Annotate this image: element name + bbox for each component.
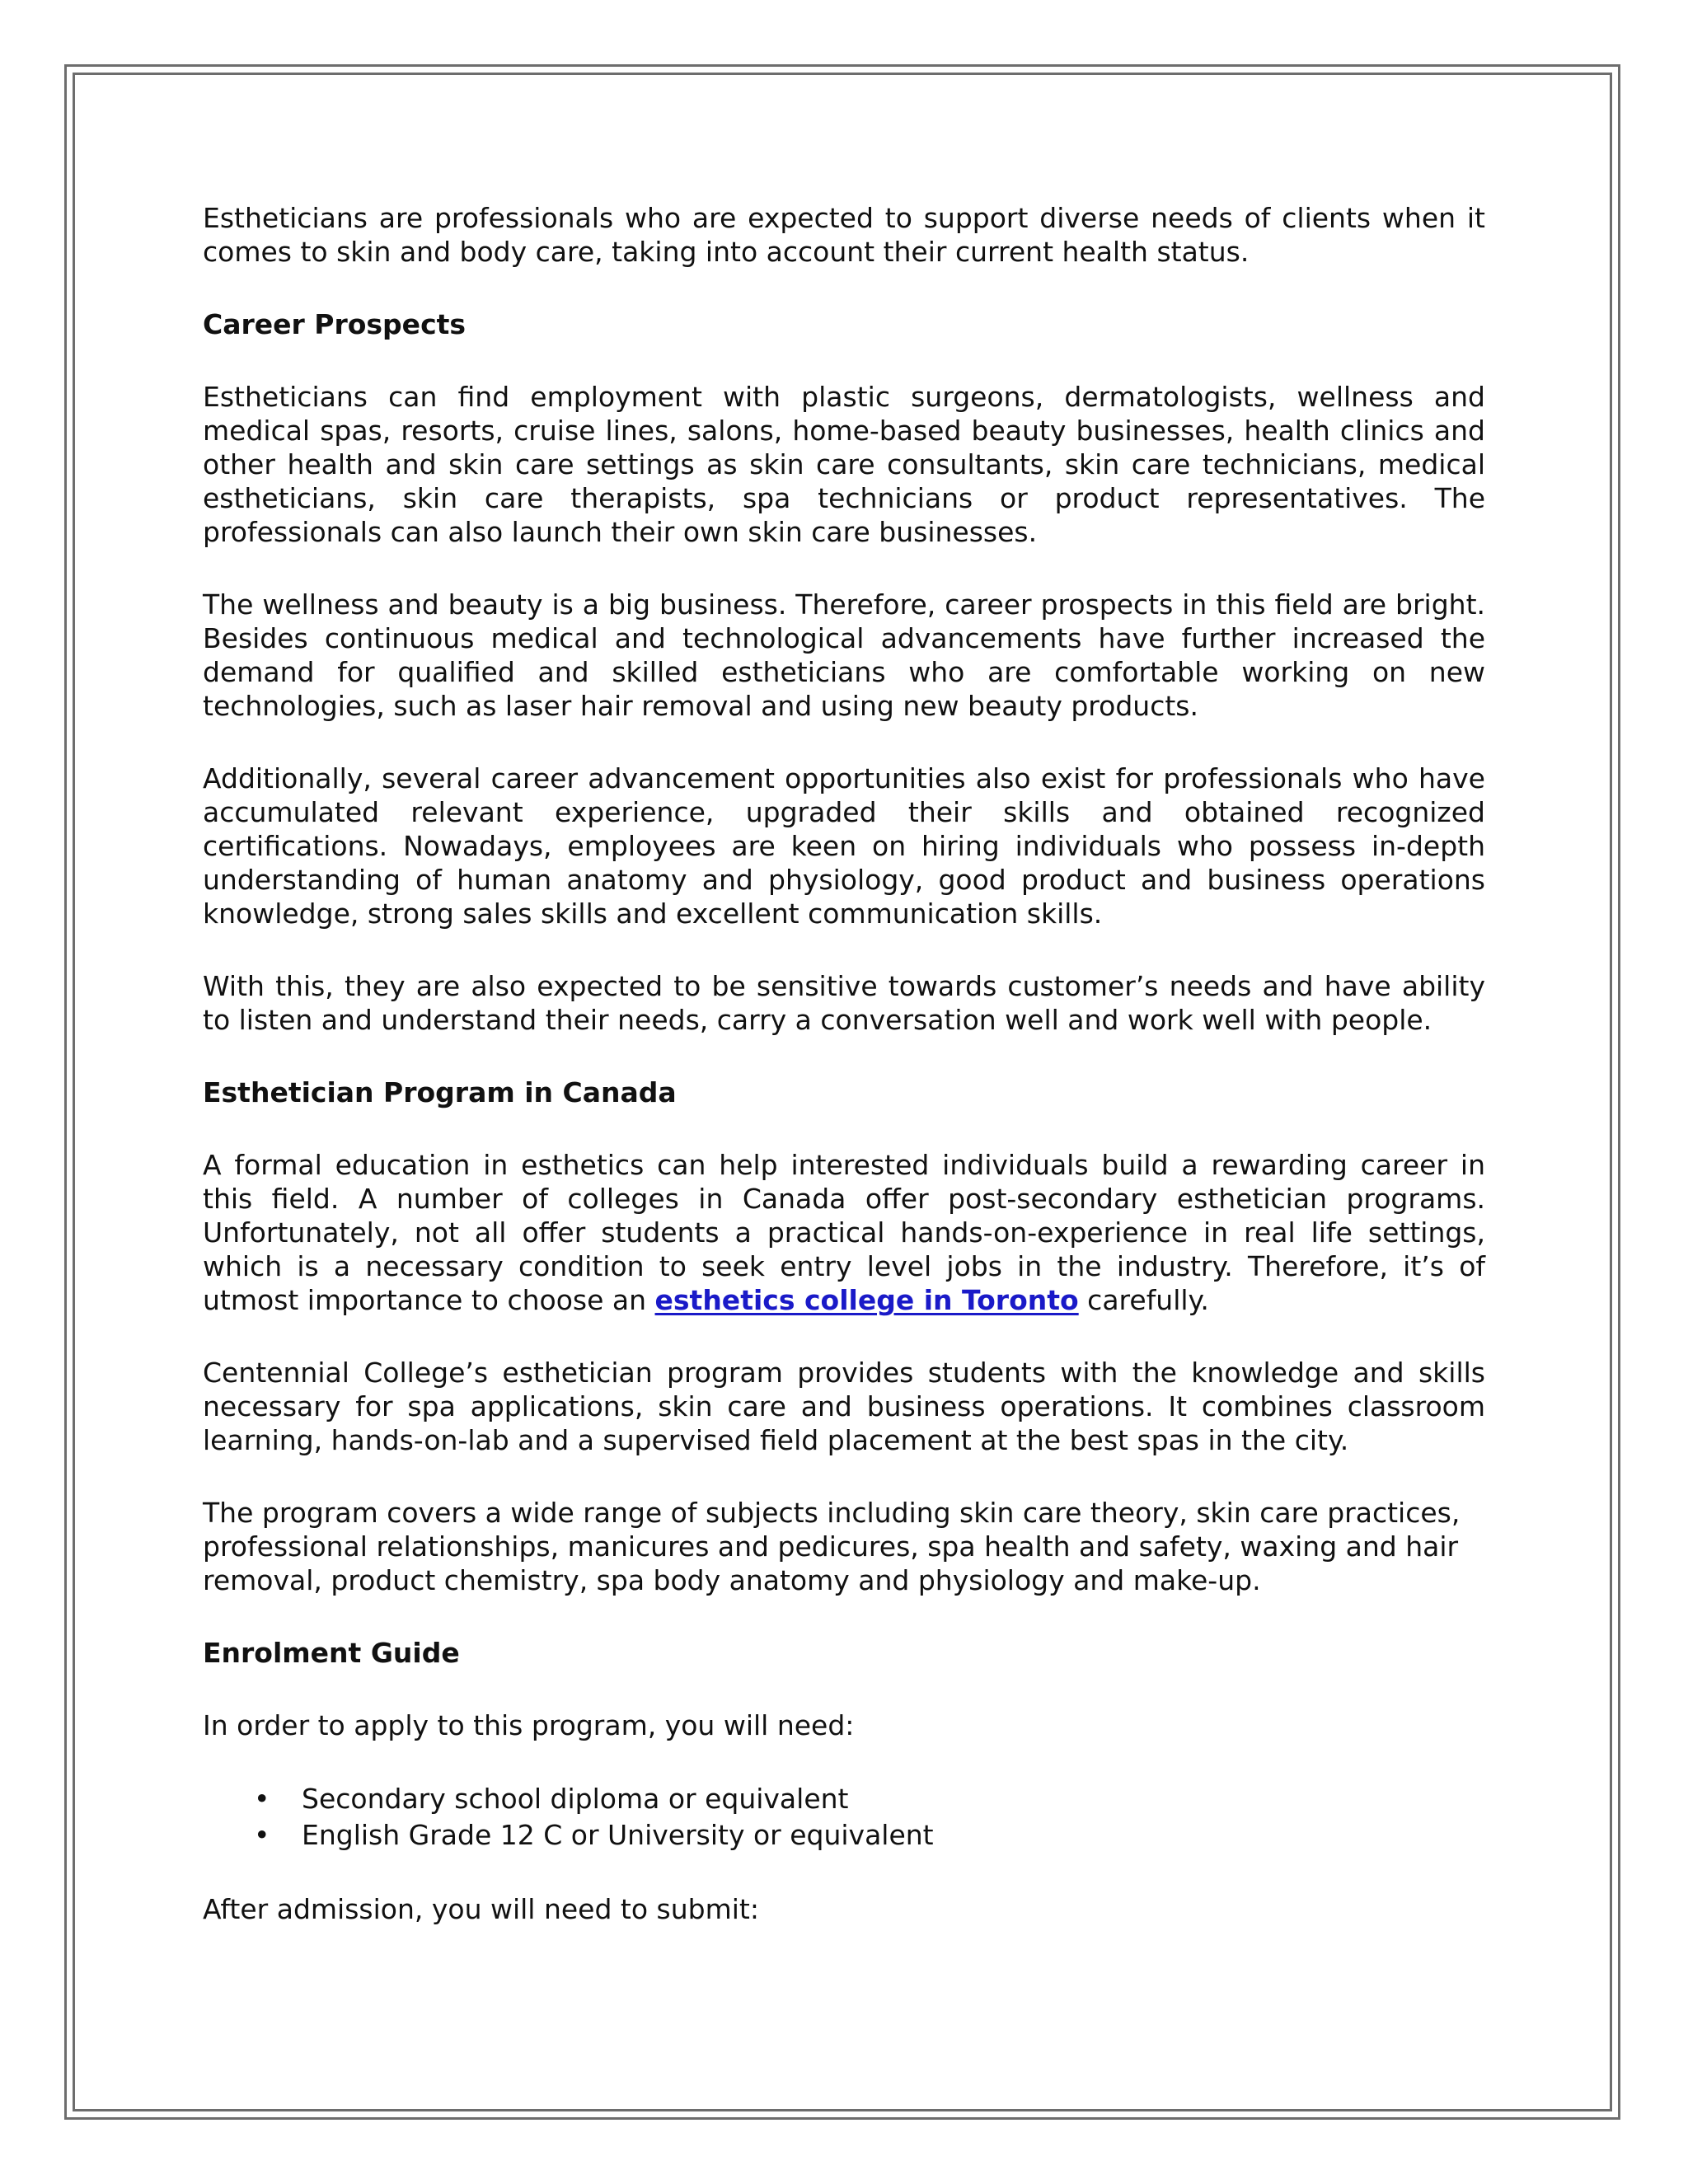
list-item-text: Secondary school diploma or equivalent [302,1783,849,1815]
program-subjects-paragraph: The program covers a wide range of subjects including skin care theory, skin care practices, professional relationships, manicures and pedicures, spa health and safety, waxing and hair removal, product chemistry, spa body anatomy and physiology and make-up. [203,1497,1461,1596]
heading-enrolment-guide: Enrolment Guide [203,1637,460,1669]
education-paragraph [203,1148,1485,1317]
apply-paragraph: In order to apply to this program, you will need: [203,1709,855,1741]
centennial-paragraph: Centennial College’s esthetician program provides students with the knowledge and skills necessary for spa applications, skin care and business operations. It combines classroom learning, hands-on-lab and a supervised field placement at the best spas in the city. [203,1357,1485,1456]
education-text-before-link: A formal education in esthetics can help interested individuals build a rewarding career in this field. A number of colleges in Canada offer post-secondary esthetician programs. Unfortunately, not all offer students a practical hands-on-experience in real life settings, which is a necessary condition to seek entry level jobs in the industry. Therefore, it’s of utmost importance to choose an [203,1149,1485,1316]
education-text-after-link: carefully. [1078,1284,1209,1316]
intro-paragraph: Estheticians are professionals who are expected to support diverse needs of clients when it comes to skin and body care, taking into account their current health status. [203,202,1485,268]
submit-paragraph: After admission, you will need to submit: [203,1893,759,1925]
advancement-paragraph: Additionally, several career advancement opportunities also exist for professionals who have accumulated relevant experience, upgraded their skills and obtained recognized certifications. Nowadays, employees are keen on hiring individuals who possess in-depth understanding of human anatomy and physiology, good product and business operations knowledge, strong sales skills and excellent communication skills. [203,762,1485,930]
bullet-icon: • [254,1819,270,1851]
requirements-list [203,1781,1485,1854]
heading-esthetician-program: Esthetician Program in Canada [203,1076,677,1108]
list-item [203,1817,1485,1854]
sensitivity-paragraph: With this, they are also expected to be sensitive towards customer’s needs and have ability to listen and understand their needs, carry a conversation well and work well with people. [203,970,1485,1036]
bullet-icon: • [254,1783,270,1815]
employment-paragraph: Estheticians can find employment with plastic surgeons, dermatologists, wellness and medical spas, resorts, cruise lines, salons, home-based beauty businesses, health clinics and other health and skin care settings as skin care consultants, skin care technicians, medical estheticians, skin care therapists, spa technicians or product representatives. The professionals can also launch their own skin care businesses. [203,381,1485,548]
list-item-text: English Grade 12 C or University or equivalent [302,1819,934,1851]
list-item [203,1781,1485,1817]
heading-career-prospects: Career Prospects [203,308,467,340]
wellness-paragraph: The wellness and beauty is a big business. Therefore, career prospects in this field are bright. Besides continuous medical and technological advancements have further increased the demand for qualified and skilled estheticians who are comfortable working on new technologies, such as laser hair removal and using new beauty products. [203,588,1485,722]
esthetics-college-link[interactable]: esthetics college in Toronto [654,1284,1079,1316]
document-body [203,201,1485,1965]
